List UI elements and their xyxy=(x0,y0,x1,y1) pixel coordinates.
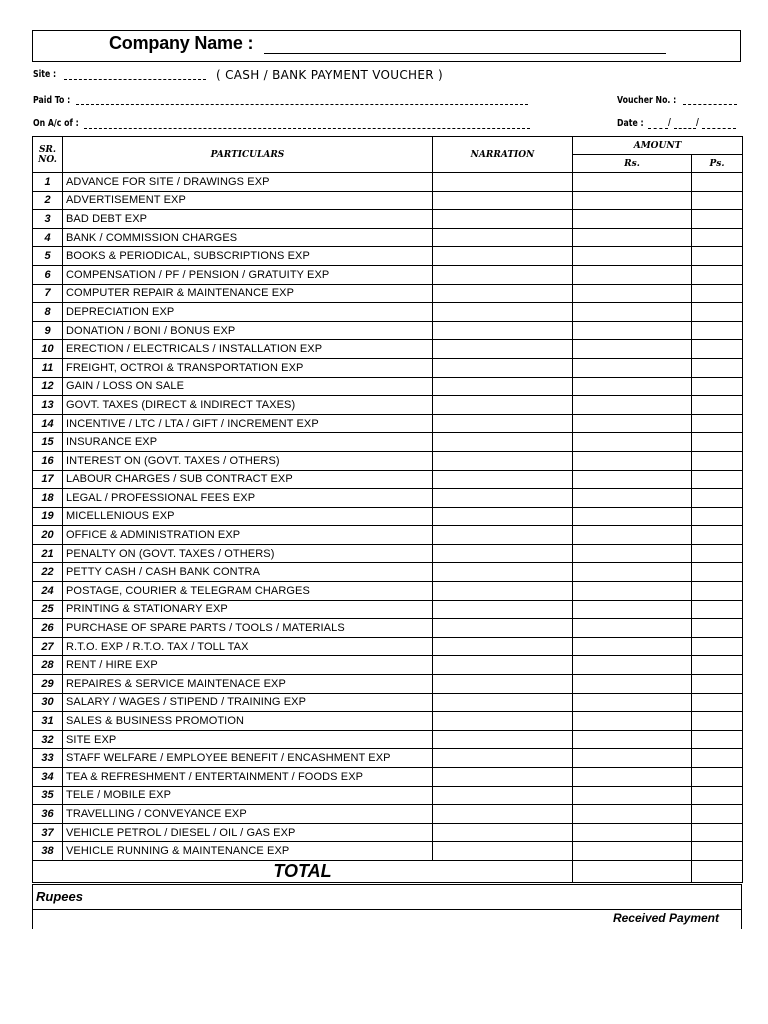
particulars-cell: INCENTIVE / LTC / LTA / GIFT / INCREMENT EXP xyxy=(63,414,433,433)
table-row xyxy=(33,730,743,749)
table-row xyxy=(33,173,743,192)
table-row xyxy=(33,656,743,675)
narration-cell[interactable] xyxy=(433,451,573,470)
rs-cell[interactable] xyxy=(573,228,692,247)
ps-cell[interactable] xyxy=(692,173,743,192)
particulars-cell: VEHICLE RUNNING & MAINTENANCE EXP xyxy=(63,842,433,861)
sr-no-header: SR. NO. xyxy=(33,137,63,173)
rs-cell[interactable] xyxy=(573,563,692,582)
table-row xyxy=(33,526,743,545)
particulars-cell: BOOKS & PERIODICAL, SUBSCRIPTIONS EXP xyxy=(63,247,433,266)
table-row xyxy=(33,823,743,842)
ps-cell[interactable] xyxy=(692,600,743,619)
amount-header: AMOUNT xyxy=(573,137,743,155)
ps-cell[interactable] xyxy=(692,823,743,842)
narration-cell[interactable] xyxy=(433,191,573,210)
rs-cell[interactable] xyxy=(573,768,692,787)
particulars-cell: LEGAL / PROFESSIONAL FEES EXP xyxy=(63,489,433,508)
sr-no-cell: 11 xyxy=(33,358,63,377)
particulars-cell: PRINTING & STATIONARY EXP xyxy=(63,600,433,619)
ps-cell[interactable] xyxy=(692,414,743,433)
narration-cell[interactable] xyxy=(433,693,573,712)
narration-cell[interactable] xyxy=(433,507,573,526)
table-row xyxy=(33,544,743,563)
particulars-cell: TEA & REFRESHMENT / ENTERTAINMENT / FOODS EXP xyxy=(63,768,433,787)
particulars-cell: RENT / HIRE EXP xyxy=(63,656,433,675)
rs-cell[interactable] xyxy=(573,730,692,749)
ps-cell[interactable] xyxy=(692,191,743,210)
particulars-cell: PENALTY ON (GOVT. TAXES / OTHERS) xyxy=(63,544,433,563)
table-row xyxy=(33,637,743,656)
narration-cell[interactable] xyxy=(433,433,573,452)
narration-cell[interactable] xyxy=(433,228,573,247)
ps-header: Ps. xyxy=(692,155,743,173)
date-separator: / xyxy=(696,117,699,128)
particulars-cell: STAFF WELFARE / EMPLOYEE BENEFIT / ENCASHMENT EXP xyxy=(63,749,433,768)
ps-cell[interactable] xyxy=(692,451,743,470)
table-row xyxy=(33,786,743,805)
sr-no-cell: 5 xyxy=(33,247,63,266)
narration-cell[interactable] xyxy=(433,563,573,582)
narration-cell[interactable] xyxy=(433,805,573,824)
ps-cell[interactable] xyxy=(692,749,743,768)
rs-cell[interactable] xyxy=(573,210,692,229)
particulars-cell: DONATION / BONI / BONUS EXP xyxy=(63,321,433,340)
narration-cell[interactable] xyxy=(433,265,573,284)
footer-box xyxy=(32,884,742,929)
voucher-no-field[interactable] xyxy=(683,104,737,105)
narration-cell[interactable] xyxy=(433,210,573,229)
particulars-cell: TELE / MOBILE EXP xyxy=(63,786,433,805)
sr-no-cell: 32 xyxy=(33,730,63,749)
narration-cell[interactable] xyxy=(433,340,573,359)
sr-no-cell: 16 xyxy=(33,451,63,470)
rs-cell[interactable] xyxy=(573,489,692,508)
sr-no-cell: 4 xyxy=(33,228,63,247)
rupees-field[interactable] xyxy=(33,909,741,910)
table-row xyxy=(33,210,743,229)
sr-no-cell: 19 xyxy=(33,507,63,526)
particulars-cell: ERECTION / ELECTRICALS / INSTALLATION EXP xyxy=(63,340,433,359)
sr-no-cell: 17 xyxy=(33,470,63,489)
narration-cell[interactable] xyxy=(433,377,573,396)
ps-cell[interactable] xyxy=(692,582,743,601)
table-row xyxy=(33,507,743,526)
narration-cell[interactable] xyxy=(433,321,573,340)
rs-cell[interactable] xyxy=(573,470,692,489)
sr-no-cell: 6 xyxy=(33,265,63,284)
rs-cell[interactable] xyxy=(573,358,692,377)
ps-cell[interactable] xyxy=(692,544,743,563)
narration-cell[interactable] xyxy=(433,730,573,749)
voucher-heading: ( CASH / BANK PAYMENT VOUCHER ) xyxy=(216,68,443,82)
particulars-cell: BANK / COMMISSION CHARGES xyxy=(63,228,433,247)
narration-cell[interactable] xyxy=(433,712,573,731)
ps-cell[interactable] xyxy=(692,247,743,266)
narration-cell[interactable] xyxy=(433,842,573,861)
ps-cell[interactable] xyxy=(692,433,743,452)
table-row xyxy=(33,675,743,694)
ps-cell[interactable] xyxy=(692,675,743,694)
rs-cell[interactable] xyxy=(573,396,692,415)
total-label: TOTAL xyxy=(33,860,573,882)
particulars-cell: R.T.O. EXP / R.T.O. TAX / TOLL TAX xyxy=(63,637,433,656)
sr-no-cell: 18 xyxy=(33,489,63,508)
table-row xyxy=(33,805,743,824)
ps-cell[interactable] xyxy=(692,303,743,322)
rs-cell[interactable] xyxy=(573,451,692,470)
table-row xyxy=(33,842,743,861)
rs-cell[interactable] xyxy=(573,637,692,656)
narration-cell[interactable] xyxy=(433,173,573,192)
narration-cell[interactable] xyxy=(433,786,573,805)
particulars-cell: VEHICLE PETROL / DIESEL / OIL / GAS EXP xyxy=(63,823,433,842)
ps-cell[interactable] xyxy=(692,730,743,749)
table-row xyxy=(33,712,743,731)
particulars-cell: SALARY / WAGES / STIPEND / TRAINING EXP xyxy=(63,693,433,712)
rs-header: Rs. xyxy=(573,155,692,173)
sr-no-cell: 33 xyxy=(33,749,63,768)
sr-no-cell: 34 xyxy=(33,768,63,787)
particulars-cell: ADVERTISEMENT EXP xyxy=(63,191,433,210)
particulars-cell: ADVANCE FOR SITE / DRAWINGS EXP xyxy=(63,173,433,192)
ps-cell[interactable] xyxy=(692,619,743,638)
rs-cell[interactable] xyxy=(573,303,692,322)
particulars-cell: PURCHASE OF SPARE PARTS / TOOLS / MATERIALS xyxy=(63,619,433,638)
particulars-cell: COMPENSATION / PF / PENSION / GRATUITY EXP xyxy=(63,265,433,284)
voucher-table xyxy=(32,136,742,883)
narration-cell[interactable] xyxy=(433,675,573,694)
particulars-cell: INSURANCE EXP xyxy=(63,433,433,452)
sr-no-cell: 20 xyxy=(33,526,63,545)
rs-cell[interactable] xyxy=(573,173,692,192)
particulars-cell: PETTY CASH / CASH BANK CONTRA xyxy=(63,563,433,582)
ps-cell[interactable] xyxy=(692,228,743,247)
rs-cell[interactable] xyxy=(573,544,692,563)
table-row xyxy=(33,470,743,489)
particulars-cell: SITE EXP xyxy=(63,730,433,749)
rs-cell[interactable] xyxy=(573,842,692,861)
rs-cell[interactable] xyxy=(573,414,692,433)
sr-no-cell: 35 xyxy=(33,786,63,805)
table-row xyxy=(33,247,743,266)
table-row xyxy=(33,414,743,433)
on-ac-of-field[interactable] xyxy=(84,128,530,129)
rs-cell[interactable] xyxy=(573,284,692,303)
rs-cell[interactable] xyxy=(573,582,692,601)
rs-cell[interactable] xyxy=(573,321,692,340)
rs-cell[interactable] xyxy=(573,507,692,526)
sr-no-cell: 26 xyxy=(33,619,63,638)
sr-no-cell: 24 xyxy=(33,582,63,601)
ps-cell[interactable] xyxy=(692,396,743,415)
particulars-cell: TRAVELLING / CONVEYANCE EXP xyxy=(63,805,433,824)
rs-cell[interactable] xyxy=(573,693,692,712)
rs-cell[interactable] xyxy=(573,433,692,452)
total-rs-cell[interactable] xyxy=(573,860,692,882)
particulars-cell: OFFICE & ADMINISTRATION EXP xyxy=(63,526,433,545)
narration-cell[interactable] xyxy=(433,823,573,842)
narration-cell[interactable] xyxy=(433,768,573,787)
ps-cell[interactable] xyxy=(692,637,743,656)
sr-no-cell: 36 xyxy=(33,805,63,824)
sr-no-cell: 38 xyxy=(33,842,63,861)
sr-no-cell: 8 xyxy=(33,303,63,322)
company-name-field[interactable] xyxy=(264,53,666,54)
particulars-cell: GAIN / LOSS ON SALE xyxy=(63,377,433,396)
rs-cell[interactable] xyxy=(573,619,692,638)
table-row xyxy=(33,265,743,284)
particulars-cell: MICELLENIOUS EXP xyxy=(63,507,433,526)
rs-cell[interactable] xyxy=(573,786,692,805)
sr-no-cell: 31 xyxy=(33,712,63,731)
narration-cell[interactable] xyxy=(433,582,573,601)
sr-no-cell: 25 xyxy=(33,600,63,619)
narration-cell[interactable] xyxy=(433,303,573,322)
sr-no-cell: 13 xyxy=(33,396,63,415)
table-row xyxy=(33,284,743,303)
particulars-cell: SALES & BUSINESS PROMOTION xyxy=(63,712,433,731)
particulars-cell: FREIGHT, OCTROI & TRANSPORTATION EXP xyxy=(63,358,433,377)
table-row xyxy=(33,396,743,415)
table-row xyxy=(33,563,743,582)
narration-cell[interactable] xyxy=(433,284,573,303)
ps-cell[interactable] xyxy=(692,321,743,340)
rs-cell[interactable] xyxy=(573,749,692,768)
rs-cell[interactable] xyxy=(573,823,692,842)
ps-cell[interactable] xyxy=(692,377,743,396)
narration-header: NARRATION xyxy=(433,137,573,173)
rs-cell[interactable] xyxy=(573,712,692,731)
rs-cell[interactable] xyxy=(573,247,692,266)
total-ps-cell[interactable] xyxy=(692,860,743,882)
sr-no-cell: 27 xyxy=(33,637,63,656)
sr-no-cell: 10 xyxy=(33,340,63,359)
sr-no-cell: 9 xyxy=(33,321,63,340)
rs-cell[interactable] xyxy=(573,675,692,694)
ps-cell[interactable] xyxy=(692,656,743,675)
sr-no-cell: 30 xyxy=(33,693,63,712)
narration-cell[interactable] xyxy=(433,396,573,415)
ps-cell[interactable] xyxy=(692,805,743,824)
table-row xyxy=(33,582,743,601)
sr-no-cell: 14 xyxy=(33,414,63,433)
particulars-cell: COMPUTER REPAIR & MAINTENANCE EXP xyxy=(63,284,433,303)
table-row xyxy=(33,619,743,638)
rs-cell[interactable] xyxy=(573,191,692,210)
sr-no-cell: 28 xyxy=(33,656,63,675)
sr-no-cell: 29 xyxy=(33,675,63,694)
table-row xyxy=(33,358,743,377)
narration-cell[interactable] xyxy=(433,544,573,563)
sr-no-cell: 1 xyxy=(33,173,63,192)
paid-to-field[interactable] xyxy=(76,104,528,105)
table-row xyxy=(33,433,743,452)
received-payment-label: Received Payment xyxy=(612,911,719,925)
table-row xyxy=(33,191,743,210)
table-row xyxy=(33,340,743,359)
narration-cell[interactable] xyxy=(433,414,573,433)
paid-to-label: Paid To : xyxy=(33,95,71,106)
narration-cell[interactable] xyxy=(433,247,573,266)
date-day-field[interactable] xyxy=(648,128,668,129)
particulars-cell: GOVT. TAXES (DIRECT & INDIRECT TAXES) xyxy=(63,396,433,415)
table-row xyxy=(33,451,743,470)
sr-no-cell: 3 xyxy=(33,210,63,229)
table-row xyxy=(33,321,743,340)
table-row xyxy=(33,228,743,247)
on-ac-of-label: On A/c of : xyxy=(33,118,79,129)
rs-cell[interactable] xyxy=(573,526,692,545)
particulars-cell: POSTAGE, COURIER & TELEGRAM CHARGES xyxy=(63,582,433,601)
narration-cell[interactable] xyxy=(433,489,573,508)
sr-no-cell: 22 xyxy=(33,563,63,582)
narration-cell[interactable] xyxy=(433,358,573,377)
table-row xyxy=(33,768,743,787)
ps-cell[interactable] xyxy=(692,842,743,861)
ps-cell[interactable] xyxy=(692,768,743,787)
narration-cell[interactable] xyxy=(433,619,573,638)
ps-cell[interactable] xyxy=(692,210,743,229)
particulars-header: PARTICULARS xyxy=(63,137,433,173)
date-separator: / xyxy=(668,117,671,128)
narration-cell[interactable] xyxy=(433,637,573,656)
particulars-cell: DEPRECIATION EXP xyxy=(63,303,433,322)
sr-no-cell: 21 xyxy=(33,544,63,563)
ps-cell[interactable] xyxy=(692,489,743,508)
particulars-cell: BAD DEBT EXP xyxy=(63,210,433,229)
rs-cell[interactable] xyxy=(573,265,692,284)
ps-cell[interactable] xyxy=(692,507,743,526)
voucher-no-label: Voucher No. : xyxy=(617,95,677,106)
date-label: Date : xyxy=(617,118,644,129)
table-row xyxy=(33,377,743,396)
particulars-cell: REPAIRES & SERVICE MAINTENACE EXP xyxy=(63,675,433,694)
ps-cell[interactable] xyxy=(692,563,743,582)
rs-cell[interactable] xyxy=(573,600,692,619)
ps-cell[interactable] xyxy=(692,358,743,377)
table-row xyxy=(33,693,743,712)
ps-cell[interactable] xyxy=(692,786,743,805)
company-name-label: Company Name : xyxy=(109,33,254,53)
date-year-field[interactable] xyxy=(702,128,736,129)
ps-cell[interactable] xyxy=(692,340,743,359)
narration-cell[interactable] xyxy=(433,526,573,545)
narration-cell[interactable] xyxy=(433,600,573,619)
particulars-table xyxy=(32,136,743,883)
rs-cell[interactable] xyxy=(573,805,692,824)
rs-cell[interactable] xyxy=(573,656,692,675)
site-field[interactable] xyxy=(64,79,206,80)
sr-no-cell: 37 xyxy=(33,823,63,842)
sr-no-cell: 12 xyxy=(33,377,63,396)
narration-cell[interactable] xyxy=(433,656,573,675)
sr-no-cell: 7 xyxy=(33,284,63,303)
ps-cell[interactable] xyxy=(692,526,743,545)
rs-cell[interactable] xyxy=(573,340,692,359)
particulars-cell: INTEREST ON (GOVT. TAXES / OTHERS) xyxy=(63,451,433,470)
narration-cell[interactable] xyxy=(433,749,573,768)
table-row xyxy=(33,489,743,508)
ps-cell[interactable] xyxy=(692,284,743,303)
table-row xyxy=(33,303,743,322)
date-month-field[interactable] xyxy=(674,128,696,129)
table-row xyxy=(33,749,743,768)
ps-cell[interactable] xyxy=(692,693,743,712)
ps-cell[interactable] xyxy=(692,712,743,731)
narration-cell[interactable] xyxy=(433,470,573,489)
sr-no-cell: 2 xyxy=(33,191,63,210)
table-row xyxy=(33,600,743,619)
sr-no-cell: 15 xyxy=(33,433,63,452)
site-label: Site : xyxy=(33,69,57,80)
ps-cell[interactable] xyxy=(692,470,743,489)
rs-cell[interactable] xyxy=(573,377,692,396)
ps-cell[interactable] xyxy=(692,265,743,284)
particulars-cell: LABOUR CHARGES / SUB CONTRACT EXP xyxy=(63,470,433,489)
rupees-label: Rupees xyxy=(36,889,83,904)
